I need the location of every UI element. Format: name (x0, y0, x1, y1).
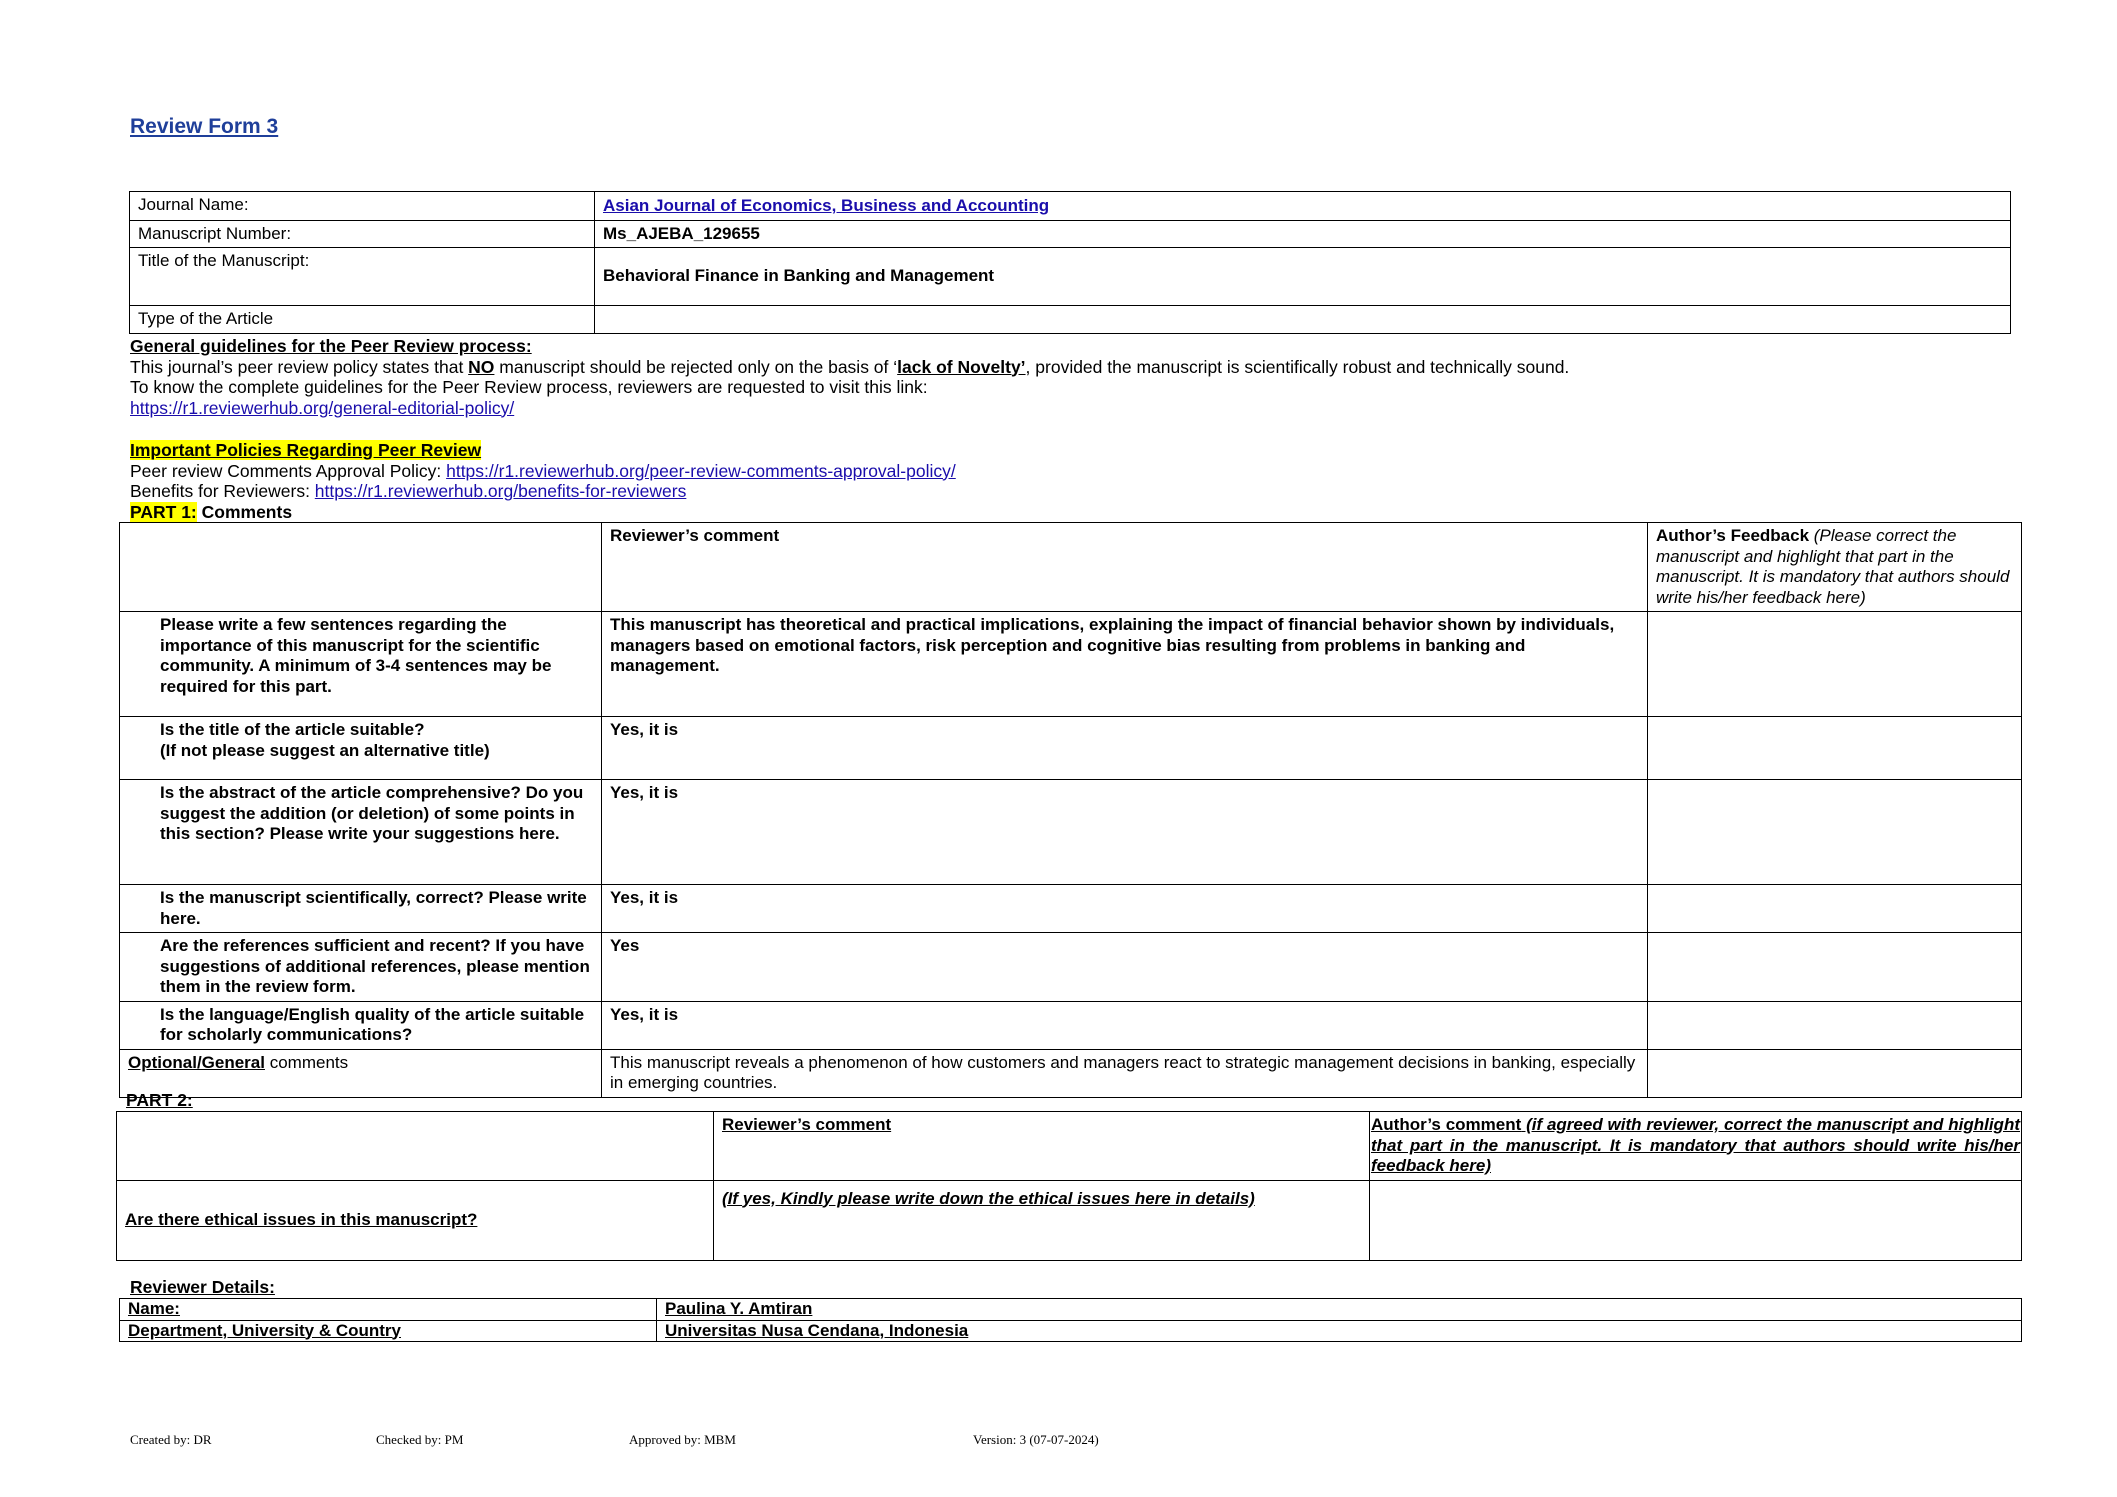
guidelines-line-2: To know the complete guidelines for the Peer Review process, reviewers are requested to visit this link: (130, 377, 928, 397)
guidelines-heading: General guidelines for the Peer Review process: (130, 336, 532, 356)
guidelines-line-1: This journal’s peer review policy states that NO manuscript should be rejected only on the basis of ‘lack of Novelty’, provided the manuscript is scientifically robust and technically sound. (130, 356, 1570, 377)
journal-label: Journal Name: (130, 192, 595, 221)
reviewer-name-label: Name: (120, 1299, 657, 1321)
feedback-references[interactable] (1648, 933, 2022, 1002)
manuscript-number-label: Manuscript Number: (130, 220, 595, 248)
policies-section (130, 440, 2030, 522)
footer-created: Created by: DR (130, 1432, 212, 1447)
journal-link[interactable]: Asian Journal of Economics, Business and Accounting (603, 196, 1050, 215)
approval-policy-line: Peer review Comments Approval Policy: https://r1.reviewerhub.org/peer-review-comments-approval-policy/ (130, 460, 956, 481)
question-language: Is the language/English quality of the article suitable for scholarly communications? (120, 1001, 602, 1049)
reviewer-name-value: Paulina Y. Amtiran (657, 1299, 2022, 1321)
optional-feedback[interactable] (1648, 1049, 2022, 1097)
reviewer-details-table (119, 1298, 2022, 1342)
approval-policy-link[interactable]: https://r1.reviewerhub.org/peer-review-comments-approval-policy/ (446, 460, 956, 481)
feedback-language[interactable] (1648, 1001, 2022, 1049)
reviewer-dept-label: Department, University & Country (120, 1320, 657, 1342)
part1-label: PART 1: Comments (130, 501, 293, 522)
article-type-label: Type of the Article (130, 306, 595, 334)
reviewer-dept-value: Universitas Nusa Cendana, Indonesia (657, 1320, 2022, 1342)
optional-comments-label: Optional/General comments (120, 1049, 602, 1097)
page-title: Review Form 3 (130, 115, 279, 138)
question-importance: Please write a few sentences regarding the importance of this manuscript for the scientific community. A minimum of 3-4 sentences may be required for this part. (120, 612, 602, 717)
question-references: Are the references sufficient and recent? If you have suggestions of additional references, please mention them in the review form. (120, 933, 602, 1002)
ethics-comment[interactable]: (If yes, Kindly please write down the ethical issues here in details) (714, 1180, 1370, 1260)
part2-header-reviewer: Reviewer’s comment (714, 1112, 1370, 1181)
manuscript-number-value: Ms_AJEBA_129655 (595, 220, 2011, 248)
part1-header-reviewer: Reviewer’s comment (602, 523, 1648, 612)
footer-version: Version: 3 (07-07-2024) (973, 1432, 1099, 1447)
footer-checked: Checked by: PM (376, 1432, 464, 1447)
ethics-author-comment[interactable] (1370, 1180, 2022, 1260)
comment-title[interactable]: Yes, it is (602, 717, 1648, 780)
editorial-policy-link[interactable]: https://r1.reviewerhub.org/general-editorial-policy/ (130, 397, 515, 418)
policies-heading: Important Policies Regarding Peer Review (130, 440, 482, 460)
ethics-question: Are there ethical issues in this manuscript? (117, 1180, 714, 1260)
footer-approved: Approved by: MBM (629, 1432, 736, 1447)
optional-comment[interactable]: This manuscript reveals a phenomenon of how customers and managers react to strategic management decisions in banking, especially in emerging countries. (602, 1049, 1648, 1097)
feedback-scientific[interactable] (1648, 885, 2022, 933)
question-abstract: Is the abstract of the article comprehensive? Do you suggest the addition (or deletion) of some points in this section? Please write your suggestions here. (120, 780, 602, 885)
reviewer-details-heading: Reviewer Details: (130, 1277, 275, 1297)
guidelines-section (130, 336, 2030, 418)
comment-importance[interactable]: This manuscript has theoretical and practical implications, explaining the impact of financial behavior shown by individuals, managers based on emotional factors, risk perception and cognitive bias resulting from problems in banking and management. (602, 612, 1648, 717)
benefits-link[interactable]: https://r1.reviewerhub.org/benefits-for-reviewers (314, 481, 687, 501)
comment-language[interactable]: Yes, it is (602, 1001, 1648, 1049)
article-type-value[interactable] (595, 306, 2011, 334)
part1-comments-table (119, 522, 2022, 1098)
part2-label: PART 2: (126, 1090, 193, 1110)
manuscript-title-label: Title of the Manuscript: (130, 248, 595, 306)
feedback-importance[interactable] (1648, 612, 2022, 717)
benefits-line: Benefits for Reviewers: https://r1.reviewerhub.org/benefits-for-reviewers (130, 481, 687, 501)
question-title: Is the title of the article suitable? (If not please suggest an alternative title) (120, 717, 602, 780)
feedback-abstract[interactable] (1648, 780, 2022, 885)
manuscript-info-table (129, 191, 2011, 334)
comment-abstract[interactable]: Yes, it is (602, 780, 1648, 885)
question-scientific: Is the manuscript scientifically, correct? Please write here. (120, 885, 602, 933)
part2-ethics-table (116, 1111, 2022, 1261)
comment-references[interactable]: Yes (602, 933, 1648, 1002)
feedback-title[interactable] (1648, 717, 2022, 780)
part2-header-author: Author’s comment (if agreed with reviewer, correct the manuscript and highlight that part in the manuscript. It is mandatory that authors should write his/her feedback here) (1370, 1112, 2022, 1181)
manuscript-title-value: Behavioral Finance in Banking and Management (595, 248, 2011, 306)
comment-scientific[interactable]: Yes, it is (602, 885, 1648, 933)
part1-header-author: Author’s Feedback (Please correct the manuscript and highlight that part in the manuscript. It is mandatory that authors should write his/her feedback here) (1648, 523, 2022, 612)
